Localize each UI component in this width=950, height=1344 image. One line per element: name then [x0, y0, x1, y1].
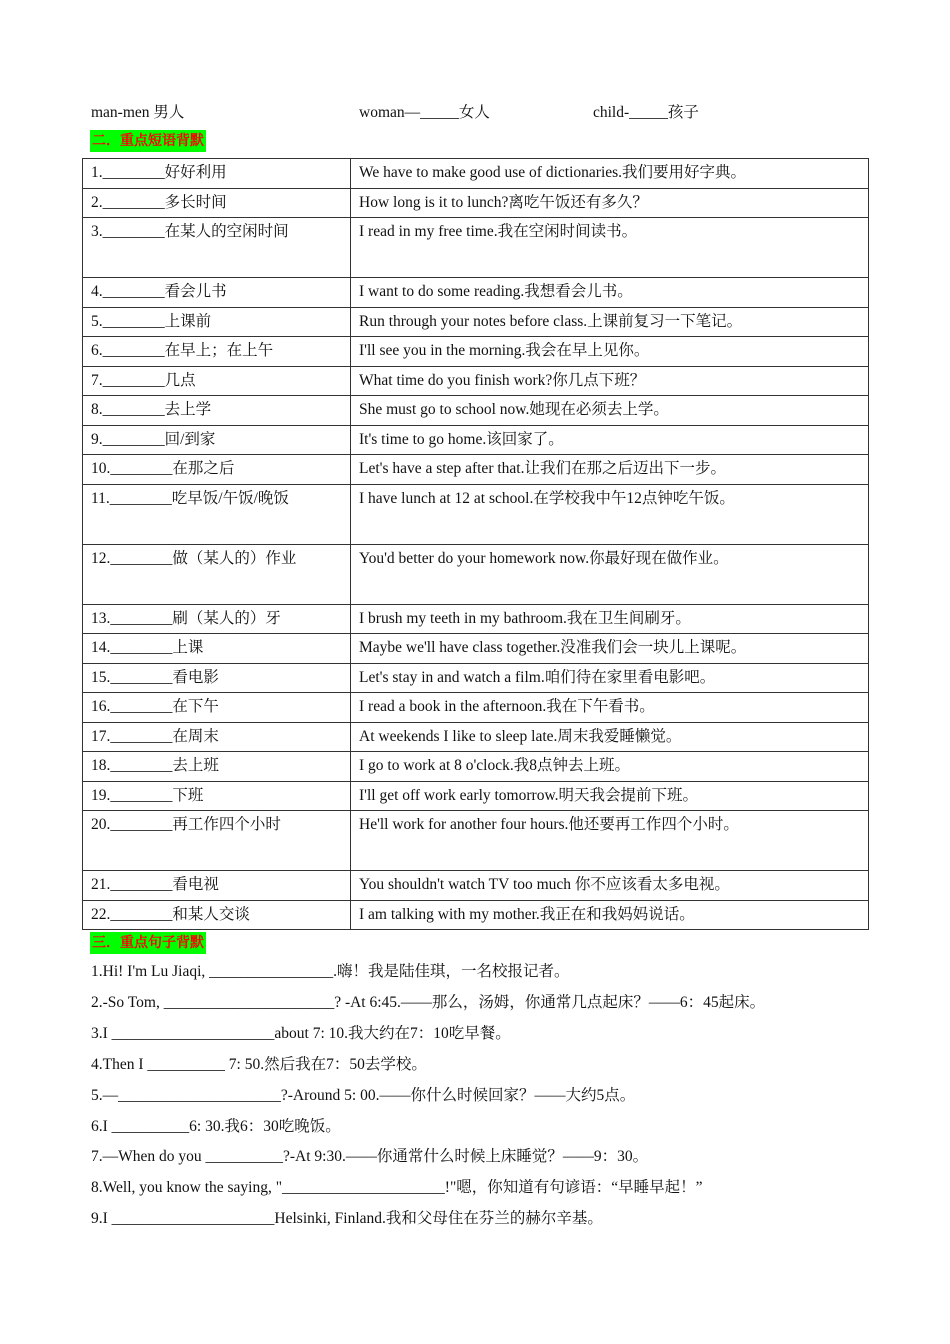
- example-sentence-cell: He'll work for another four hours.他还要再工作四个小时。: [351, 811, 869, 871]
- example-sentence-cell: I read a book in the afternoon.我在下午看书。: [351, 693, 869, 723]
- phrase-cell: 21.________看电视: [83, 871, 351, 901]
- table-row: [83, 425, 869, 455]
- sentence-item: 8.Well, you know the saying, "_____________________!"嗯，你知道有句谚语：“早睡早起！”: [91, 1179, 703, 1197]
- table-row: [83, 484, 869, 544]
- phrase-cell: 2.________多长时间: [83, 188, 351, 218]
- section-2-heading: 二．重点短语背默: [90, 130, 206, 152]
- phrase-cell: 9.________回/到家: [83, 425, 351, 455]
- table-row: [83, 278, 869, 308]
- example-sentence-cell: I read in my free time.我在空闲时间读书。: [351, 218, 869, 278]
- phrase-cell: 16.________在下午: [83, 693, 351, 723]
- example-sentence-cell: Run through your notes before class.上课前复习一下笔记。: [351, 307, 869, 337]
- table-row: [83, 159, 869, 189]
- sentence-item: 7.—When do you __________?-At 9:30.——你通常什么时候上床睡觉？——9：30。: [91, 1148, 649, 1166]
- example-sentence-cell: I want to do some reading.我想看会儿书。: [351, 278, 869, 308]
- phrase-cell: 1.________好好利用: [83, 159, 351, 189]
- table-row: [83, 811, 869, 871]
- phrase-cell: 14.________上课: [83, 634, 351, 664]
- phrase-cell: 4.________看会儿书: [83, 278, 351, 308]
- table-row: [83, 544, 869, 604]
- phrase-cell: 17.________在周末: [83, 722, 351, 752]
- table-row: [83, 752, 869, 782]
- table-row: [83, 396, 869, 426]
- example-sentence-cell: You shouldn't watch TV too much 你不应该看太多电视。: [351, 871, 869, 901]
- table-row: [83, 218, 869, 278]
- phrase-cell: 22.________和某人交谈: [83, 900, 351, 930]
- example-sentence-cell: Let's have a step after that.让我们在那之后迈出下一步。: [351, 455, 869, 485]
- example-sentence-cell: I brush my teeth in my bathroom.我在卫生间刷牙。: [351, 604, 869, 634]
- plural-woman: woman—_____女人: [359, 104, 490, 121]
- table-row: [83, 693, 869, 723]
- example-sentence-cell: You'd better do your homework now.你最好现在做作业。: [351, 544, 869, 604]
- sentence-item: 6.I __________6: 30.我6：30吃晚饭。: [91, 1117, 341, 1135]
- example-sentence-cell: I am talking with my mother.我正在和我妈妈说话。: [351, 900, 869, 930]
- phrase-cell: 20.________再工作四个小时: [83, 811, 351, 871]
- phrase-cell: 11.________吃早饭/午饭/晚饭: [83, 484, 351, 544]
- plural-forms-line: [91, 100, 871, 122]
- example-sentence-cell: Maybe we'll have class together.没准我们会一块儿上课呢。: [351, 634, 869, 664]
- table-row: [83, 900, 869, 930]
- example-sentence-cell: She must go to school now.她现在必须去上学。: [351, 396, 869, 426]
- table-row: [83, 337, 869, 367]
- phrase-cell: 12.________做（某人的）作业: [83, 544, 351, 604]
- sentence-item: 1.Hi! I'm Lu Jiaqi, ________________.嗨！我是陆佳琪，一名校报记者。: [91, 963, 570, 980]
- example-sentence-cell: I'll see you in the morning.我会在早上见你。: [351, 337, 869, 367]
- sentence-item: 9.I _____________________Helsinki, Finland.我和父母住在芬兰的赫尔辛基。: [91, 1210, 603, 1228]
- example-sentence-cell: At weekends I like to sleep late.周末我爱睡懒觉。: [351, 722, 869, 752]
- phrase-cell: 5.________上课前: [83, 307, 351, 337]
- section-3-heading: 三．重点句子背默: [90, 932, 206, 954]
- phrase-cell: 18.________去上班: [83, 752, 351, 782]
- table-row: [83, 634, 869, 664]
- table-row: [83, 188, 869, 218]
- sentence-item: 3.I _____________________about 7: 10.我大约在7：10吃早餐。: [91, 1024, 511, 1042]
- example-sentence-cell: How long is it to lunch?离吃午饭还有多久？: [351, 188, 869, 218]
- phrase-cell: 7.________几点: [83, 366, 351, 396]
- table-row: [83, 604, 869, 634]
- example-sentence-cell: What time do you finish work?你几点下班？: [351, 366, 869, 396]
- plural-child: child-_____孩子: [593, 104, 699, 121]
- example-sentence-cell: I have lunch at 12 at school.在学校我中午12点钟吃午饭。: [351, 484, 869, 544]
- table-row: [83, 871, 869, 901]
- plural-man: man-men 男人: [91, 104, 185, 121]
- sentence-item: 5.—_____________________?-Around 5: 00.——你什么时候回家？——大约5点。: [91, 1086, 636, 1104]
- phrase-cell: 19.________下班: [83, 781, 351, 811]
- example-sentence-cell: We have to make good use of dictionaries.我们要用好字典。: [351, 159, 869, 189]
- phrase-cell: 6.________在早上；在上午: [83, 337, 351, 367]
- phrase-cell: 13.________刷（某人的）牙: [83, 604, 351, 634]
- example-sentence-cell: I go to work at 8 o'clock.我8点钟去上班。: [351, 752, 869, 782]
- table-row: [83, 663, 869, 693]
- table-row: [83, 781, 869, 811]
- table-row: [83, 455, 869, 485]
- example-sentence-cell: Let's stay in and watch a film.咱们待在家里看电影吧。: [351, 663, 869, 693]
- table-row: [83, 307, 869, 337]
- table-row: [83, 722, 869, 752]
- example-sentence-cell: I'll get off work early tomorrow.明天我会提前下班。: [351, 781, 869, 811]
- sentence-item: 2.-So Tom, ______________________? -At 6:45.——那么，汤姆，你通常几点起床？——6：45起床。: [91, 993, 766, 1011]
- phrase-table: [82, 158, 869, 930]
- phrase-cell: 8.________去上学: [83, 396, 351, 426]
- phrase-cell: 15.________看电影: [83, 663, 351, 693]
- table-row: [83, 366, 869, 396]
- example-sentence-cell: It's time to go home.该回家了。: [351, 425, 869, 455]
- sentence-item: 4.Then I __________ 7: 50.然后我在7：50去学校。: [91, 1055, 427, 1073]
- phrase-cell: 3.________在某人的空闲时间: [83, 218, 351, 278]
- phrase-cell: 10.________在那之后: [83, 455, 351, 485]
